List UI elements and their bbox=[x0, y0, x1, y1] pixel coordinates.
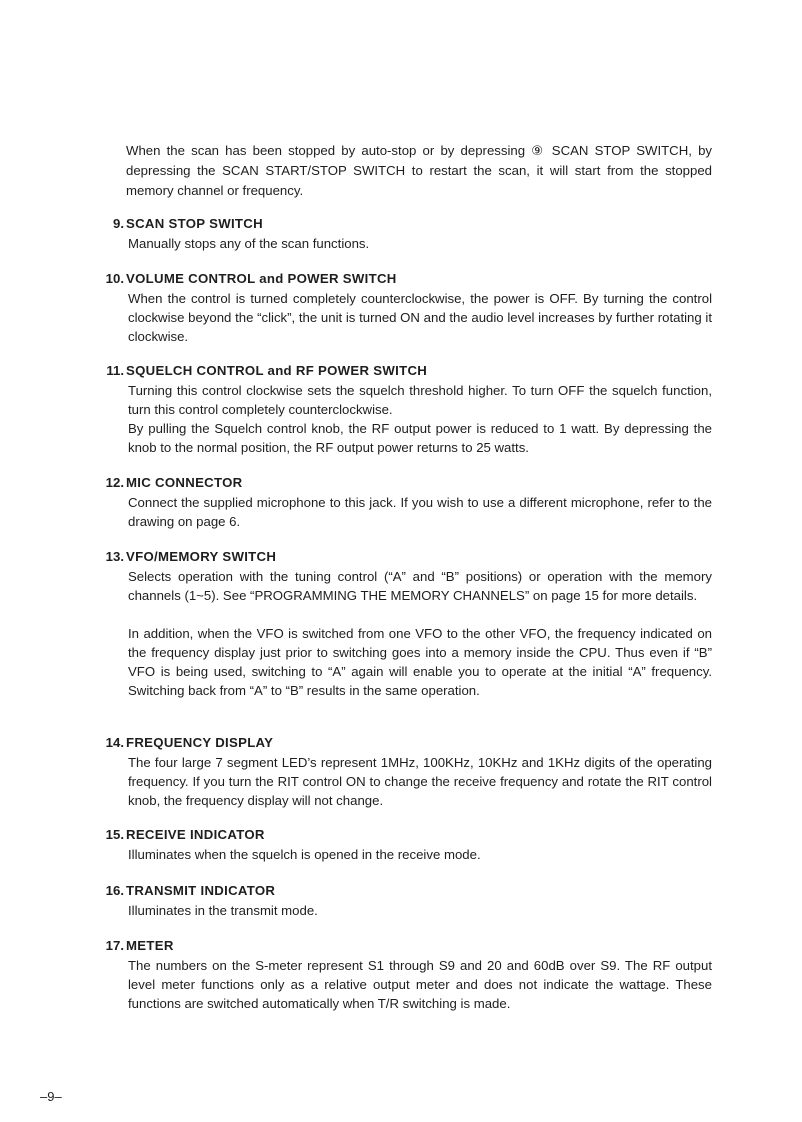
section-title: SCAN STOP SWITCH bbox=[126, 216, 263, 231]
section-meter bbox=[96, 936, 712, 1013]
section-heading bbox=[96, 825, 712, 845]
section-heading bbox=[96, 547, 712, 567]
section-title: METER bbox=[126, 938, 174, 953]
section-paragraph: The numbers on the S-meter represent S1 through S9 and 20 and 60dB over S9. The RF output level meter functions only as a relative output meter and does not indicate the wattage. These functions are switched automatically when T/R switching is made. bbox=[128, 958, 712, 1011]
page-number: –9– bbox=[40, 1089, 62, 1104]
section-paragraph: By pulling the Squelch control knob, the RF output power is reduced to 1 watt. By depressing the knob to the normal position, the RF output power returns to 25 watts. bbox=[128, 421, 712, 455]
section-paragraph: When the control is turned completely counterclockwise, the power is OFF. By turning the control clockwise beyond the “click”, the unit is turned ON and the audio level increases by further rotating it clockwise. bbox=[128, 291, 712, 344]
section-number: 15. bbox=[105, 827, 124, 842]
section-paragraph: In addition, when the VFO is switched from one VFO to the other VFO, the frequency indicated on the frequency display just prior to switching goes into a memory inside the CPU. Thus even if “B” VFO is being used, switching to “A” again will enable you to operate at the initial “A” frequency. Switching back from “A” to “B” results in the same operation. bbox=[128, 626, 712, 698]
section-frequency-display bbox=[96, 733, 712, 810]
section-heading bbox=[96, 881, 712, 901]
section-paragraph: Manually stops any of the scan functions. bbox=[128, 236, 370, 251]
section-squelch-control-rf-power-switch bbox=[96, 361, 712, 457]
section-receive-indicator bbox=[96, 825, 712, 864]
section-number: 10. bbox=[105, 271, 124, 286]
section-heading bbox=[96, 936, 712, 956]
section-paragraph: Connect the supplied microphone to this jack. If you wish to use a different microphone, refer to the drawing on page 6. bbox=[128, 495, 712, 529]
section-heading bbox=[96, 269, 712, 289]
section-title: VFO/MEMORY SWITCH bbox=[126, 549, 277, 564]
section-heading bbox=[96, 733, 712, 753]
section-heading bbox=[96, 361, 712, 381]
section-paragraph: The four large 7 segment LED’s represent 1MHz, 100KHz, 10KHz and 1KHz digits of the operating frequency. If you turn the RIT control ON to change the receive frequency and rotate the RIT control knob, the frequency display will not change. bbox=[128, 755, 712, 808]
section-paragraph: Illuminates when the squelch is opened in the receive mode. bbox=[128, 847, 481, 862]
section-paragraph: Illuminates in the transmit mode. bbox=[128, 903, 318, 918]
intro-paragraph: When the scan has been stopped by auto-stop or by depressing ⑨ SCAN STOP SWITCH, by depressing the SCAN START/STOP SWITCH to restart the scan, it will start from the stopped memory channel or frequency. bbox=[126, 143, 712, 198]
section-title: MIC CONNECTOR bbox=[126, 475, 243, 490]
section-heading bbox=[96, 214, 712, 234]
section-title: TRANSMIT INDICATOR bbox=[126, 883, 276, 898]
section-number: 12. bbox=[105, 475, 124, 490]
section-number: 11. bbox=[106, 363, 124, 378]
section-title: FREQUENCY DISPLAY bbox=[126, 735, 274, 750]
section-mic-connector bbox=[96, 473, 712, 531]
section-number: 16. bbox=[105, 883, 124, 898]
section-number: 13. bbox=[105, 549, 124, 564]
section-paragraph: Selects operation with the tuning control (“A” and “B” positions) or operation with the memory channels (1~5). See “PROGRAMMING THE MEMORY CHANNELS” on page 15 for more details. bbox=[128, 569, 712, 603]
section-number: 17. bbox=[105, 938, 124, 953]
section-transmit-indicator bbox=[96, 881, 712, 920]
section-volume-control-power-switch bbox=[96, 269, 712, 346]
section-paragraph: Turning this control clockwise sets the squelch threshold higher. To turn OFF the squelch function, turn this control completely counterclockwise. bbox=[128, 383, 712, 417]
section-vfo-memory-switch bbox=[96, 547, 712, 700]
section-title: VOLUME CONTROL and POWER SWITCH bbox=[126, 271, 397, 286]
section-number: 14. bbox=[105, 735, 124, 750]
section-title: SQUELCH CONTROL and RF POWER SWITCH bbox=[126, 363, 428, 378]
section-scan-stop-switch bbox=[96, 214, 712, 253]
section-title: RECEIVE INDICATOR bbox=[126, 827, 265, 842]
section-number: 9. bbox=[113, 216, 124, 231]
section-heading bbox=[96, 473, 712, 493]
